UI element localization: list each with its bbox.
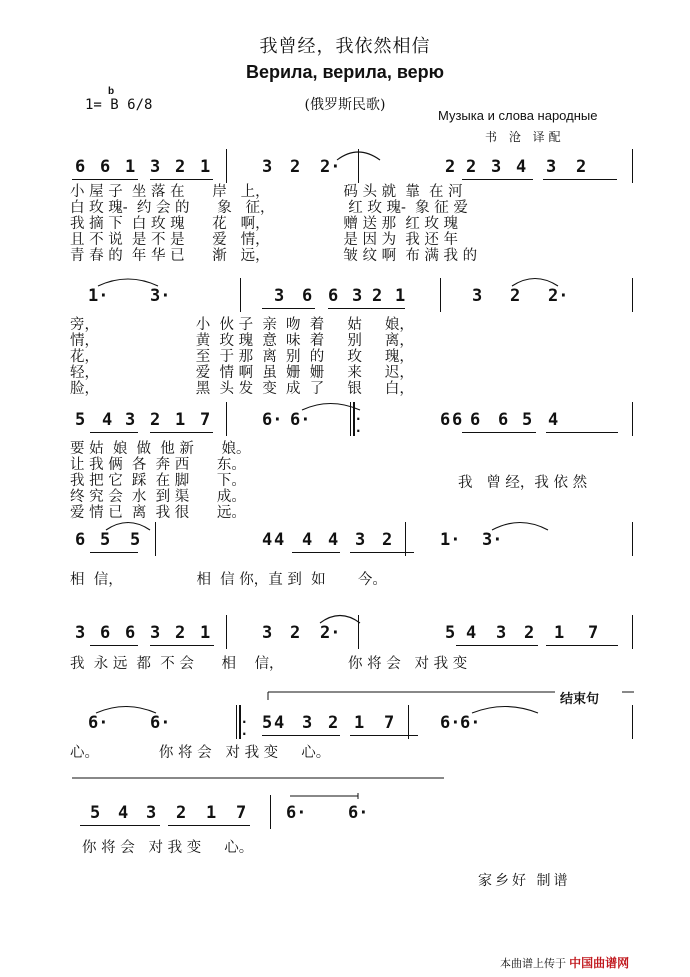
note: 5 [262,713,273,733]
note: 6 [75,157,86,177]
note: 6· [290,410,311,430]
note: 1 [200,623,211,643]
note: 6 [470,410,481,430]
repeat-dot: · [242,715,247,729]
watermark-brand: 中国曲谱网 [569,956,630,970]
note: 2 [175,157,186,177]
lyric-line: 小 屋 子 坐 落 在 岸 上， 码 头 就 靠 在 河 [70,184,463,200]
note: 3 [491,157,502,177]
slur [492,523,548,531]
note: 2 [150,410,161,430]
note: 4 [328,530,339,550]
note: 3 [75,623,86,643]
note: 2 [445,157,456,177]
lyric-line: 我 摘 下 白 玫 瑰 花 啊， 赠 送 那 红 玫 瑰 [70,216,459,232]
note: 6 [100,157,111,177]
note: 7 [588,623,599,643]
note: 3 [496,623,507,643]
lyric-line: 花， 至 于 那 离 别 的 玫 瑰， [70,349,414,365]
note: 3· [482,530,503,550]
slur [302,404,360,411]
note: 2· [320,623,341,643]
note: 2 [510,286,521,306]
note: 2 [290,623,301,643]
song-origin: (俄罗斯民歌) [304,97,386,113]
slur [472,707,538,714]
note: 3 [262,623,273,643]
note: 3 [150,157,161,177]
ending-label: 结束句 [560,692,600,707]
lyric-line: 我 永 远 都 不 会 相 信， 你 将 会 对 我 变 [70,656,468,672]
lyric-line: 旁， 小 伙 子 亲 吻 着 姑 娘， [70,317,414,333]
note: 3 [262,157,273,177]
note: 7 [384,713,395,733]
note: 4 [302,530,313,550]
note: 5 [445,623,456,643]
slur [96,707,156,714]
engraver-credit: 家乡好 制谱 [478,873,571,889]
note: 4 [274,530,285,550]
note: 1 [206,803,217,823]
note: 4 [274,713,285,733]
lyric-line: 相 信， 相 信 你，直 到 如 今。 [70,572,387,588]
note: 6· [150,713,171,733]
watermark-text: 本曲谱上传于 [500,958,566,970]
note: 7 [200,410,211,430]
refrain-lyric: 我 曾 经，我 依 然 [458,475,588,491]
note: 4 [118,803,129,823]
note: 2 [524,623,535,643]
note: 2 [576,157,587,177]
note: 4 [466,623,477,643]
note: 1· [440,530,461,550]
lyric-line: 我 把 它 踩 在 脚 下。 [70,473,246,489]
lyric-line: 情， 黄 玫 瑰 意 味 着 别 离， [70,333,414,349]
note: 1 [125,157,136,177]
slur [98,279,158,286]
note: 5 [522,410,533,430]
lyric-line: 心。 你 将 会 对 我 变 心。 [70,745,331,761]
note: 6· [286,803,307,823]
note: 5 [90,803,101,823]
note: 2 [466,157,477,177]
note: 1 [354,713,365,733]
repeat-dot: · [356,424,361,438]
note: 6· [460,713,481,733]
note: 3 [125,410,136,430]
credit-russian: Музыка и слова народные [438,108,598,123]
note: 6 [328,286,339,306]
note: 1 [554,623,565,643]
key-signature: 1= B 6/8 [85,97,153,113]
note: 2 [175,623,186,643]
title-russian: Верила, верила, верю [245,62,445,82]
note: 6 [452,410,463,430]
note: 3 [150,623,161,643]
note: 6 [302,286,313,306]
lyric-line: 让 我 俩 各 奔 西 东。 [70,457,246,473]
lyric-line: 青 春 的 年 华 已 渐 远， 皱 纹 啊 布 满 我 的 [70,248,478,264]
note: 3 [302,713,313,733]
note: 1 [200,157,211,177]
lyric-line: 轻， 爱 情 啊 虽 姗 姗 来 迟， [70,365,414,381]
note: 3 [274,286,285,306]
note: 6 [498,410,509,430]
slur [512,279,558,287]
note: 6 [440,410,451,430]
note: 3 [546,157,557,177]
lyric-line: 终 究 会 水 到 渠 成。 [70,489,246,505]
note: 6 [125,623,136,643]
note: 6 [75,530,86,550]
note: 2· [320,157,341,177]
note: 4 [548,410,559,430]
lyric-line: 且 不 说 是 不 是 爱 情， 是 因 为 我 还 年 [70,232,459,248]
repeat-dot: · [242,727,247,741]
note: 2 [290,157,301,177]
lyric-line: 你 将 会 对 我 变 心。 [82,840,254,856]
note: 3 [352,286,363,306]
watermark [500,954,629,971]
flat-symbol: b [108,86,115,97]
note: 4 [262,530,273,550]
note: 5 [100,530,111,550]
slur [320,616,360,624]
lyric-line: 要 姑 娘 做 他 新 娘。 [70,441,251,457]
note: 2· [548,286,569,306]
note: 3 [146,803,157,823]
lyric-line: 爱 情 已 离 我 很 远。 [70,505,246,521]
note: 2 [372,286,383,306]
note: 6· [262,410,283,430]
note: 1 [175,410,186,430]
lyric-line: 白 玫 瑰- 约 会 的 象 征， 红 玫 瑰- 象 征 爱 [70,200,468,216]
note: 3 [472,286,483,306]
note: 4 [102,410,113,430]
note: 1 [395,286,406,306]
note: 2 [382,530,393,550]
note: 5 [130,530,141,550]
note: 4 [516,157,527,177]
repeat-dot: · [356,412,361,426]
note: 3 [355,530,366,550]
note: 6· [88,713,109,733]
note: 1· [88,286,109,306]
note: 5 [75,410,86,430]
note: 3· [150,286,171,306]
arranger-credit: 书 沧 译配 [485,130,565,144]
note: 2 [328,713,339,733]
title-chinese: 我曾经，我依然相信 [259,36,431,57]
slur [106,523,150,531]
note: 6 [100,623,111,643]
note: 6· [348,803,369,823]
note: 2 [176,803,187,823]
note: 7 [236,803,247,823]
slur [337,152,380,160]
lyric-line: 脸， 黑 头 发 变 成 了 银 白， [70,381,414,397]
note: 6· [440,713,461,733]
